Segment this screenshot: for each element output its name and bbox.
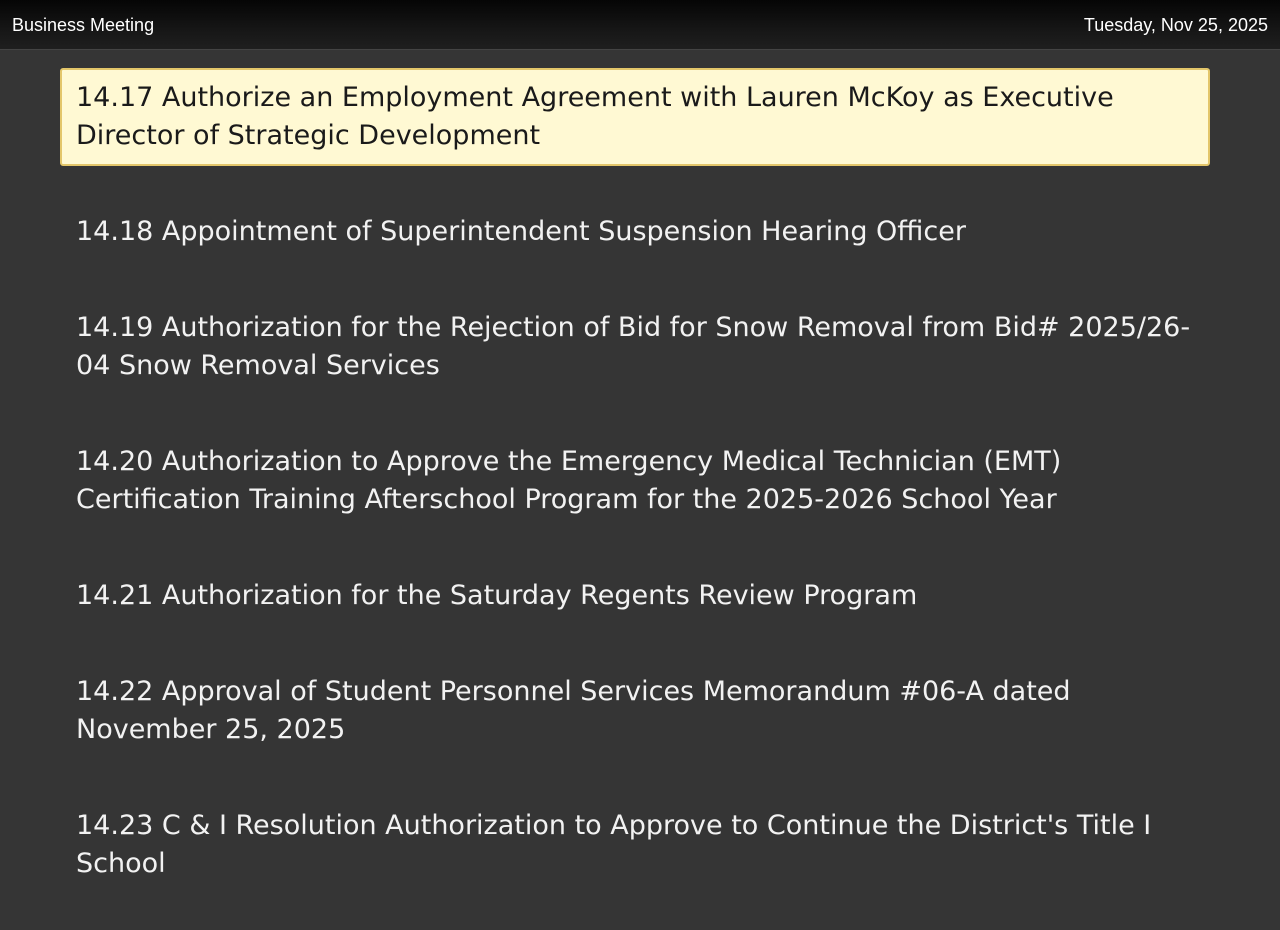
agenda-item-14-22[interactable]: 14.22 Approval of Student Personnel Services Memorandum #06-A dated November 25, 2025 (76, 676, 1071, 745)
top-bar (0, 0, 1280, 50)
meeting-title: Business Meeting (12, 15, 155, 35)
meeting-date: Tuesday, Nov 25, 2025 (1083, 15, 1268, 35)
agenda-item-14-23[interactable]: 14.23 C & I Resolution Authorization to Approve to Continue the District's Title I School (76, 810, 1152, 879)
agenda-item-14-20[interactable]: 14.20 Authorization to Approve the Emergency Medical Technician (EMT) Certification Training Afterschool Program for the 2025-2026 School Year (76, 446, 1062, 515)
agenda-item-14-17[interactable]: 14.17 Authorize an Employment Agreement with Lauren McKoy as Executive Director of Strategic Development (60, 68, 1210, 166)
agenda-list (60, 68, 1210, 930)
agenda-item-14-21[interactable]: 14.21 Authorization for the Saturday Regents Review Program (76, 580, 918, 611)
agenda-item-14-19[interactable]: 14.19 Authorization for the Rejection of Bid for Snow Removal from Bid# 2025/26-04 Snow Removal Services (76, 312, 1191, 381)
agenda-item-14-18[interactable]: 14.18 Appointment of Superintendent Suspension Hearing Officer (76, 216, 966, 247)
